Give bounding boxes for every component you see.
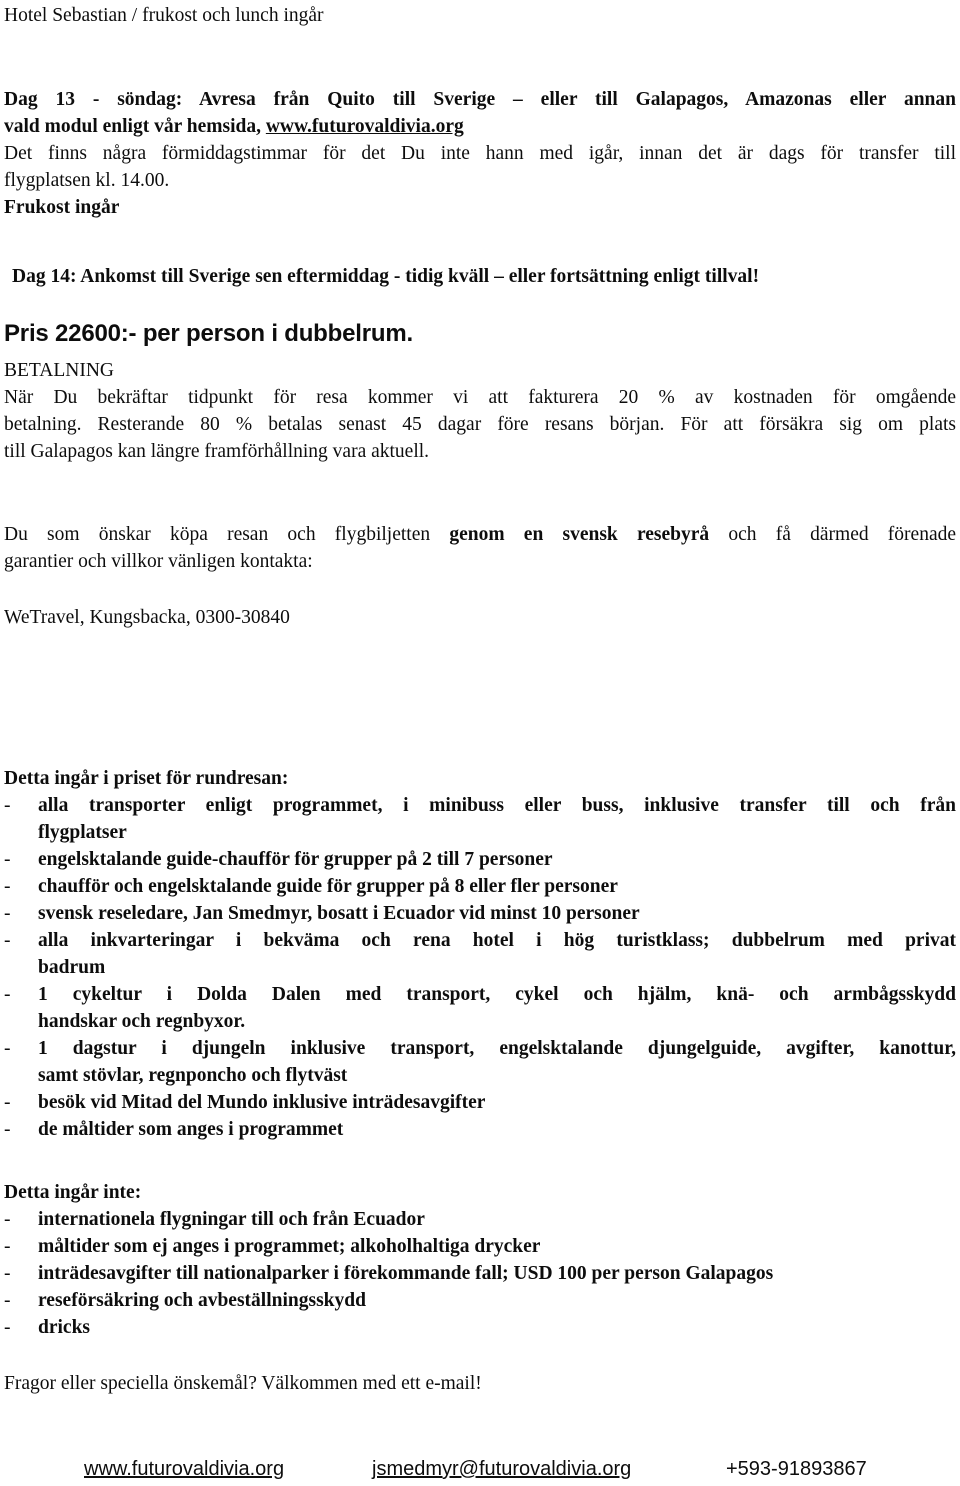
agency-line-2: garantier och villkor vänligen kontakta: [4,551,313,572]
included-heading: Detta ingår i priset för rundresan: [4,768,289,789]
included-item-text [38,873,956,900]
list-bullet: - [4,876,11,897]
included-item-line: besök vid Mitad del Mundo inklusive inträdesavgifter [38,1092,486,1113]
list-bullet: - [4,903,11,924]
excluded-item-text: inträdesavgifter till nationalparker i förekommande fall; USD 100 per person Galapagos [38,1263,774,1284]
payment-heading: BETALNING [4,360,115,381]
included-item-line: samt stövlar, regnponcho och flytväst [38,1065,348,1086]
included-list-item [4,900,956,927]
agency-text-after: och få därmed förenade [709,524,957,545]
payment-line-3: till Galapagos kan längre framförhållning vara aktuell. [4,441,430,462]
list-bullet: - [4,1038,11,1059]
excluded-list-item [4,1260,956,1287]
list-bullet: - [4,984,11,1005]
excluded-list-item [4,1314,956,1341]
excluded-item-text: dricks [38,1317,91,1338]
excluded-heading: Detta ingår inte: [4,1182,142,1203]
list-bullet: - [4,1317,11,1338]
included-section [4,765,956,1143]
included-item-text [38,927,956,981]
included-list-item [4,792,956,846]
included-item-line: handskar och regnbyxor. [38,1011,246,1032]
included-item-line: engelsktalande guide-chaufför för grupper på 2 till 7 personer [38,849,553,870]
included-list-item [4,1116,956,1143]
included-item-line: flygplatser [38,822,127,843]
list-bullet: - [4,1290,11,1311]
included-item-line: alla inkvarteringar i bekväma och rena hotel i hög turistklass; dubbelrum med privat [38,930,956,951]
included-list-item [4,1089,956,1116]
included-list-item [4,981,956,1035]
included-item-text [38,792,956,846]
list-bullet: - [4,1119,11,1140]
included-item-text [38,846,956,873]
list-bullet: - [4,1209,11,1230]
included-list-item [4,927,956,981]
footer-website-link[interactable]: www.futurovaldivia.org [84,1458,285,1480]
footer-phone: +593-91893867 [726,1458,867,1480]
agency-section [4,521,956,575]
excluded-list-item [4,1287,956,1314]
included-item-line: 1 dagstur i djungeln inklusive transport, engelsktalande djungelguide, avgifter, kanottur, [38,1038,956,1059]
day-13-title-cont [4,113,956,140]
included-list-item [4,873,956,900]
included-item-text [38,981,956,1035]
included-item-line: svensk reseledare, Jan Smedmyr, bosatt i Ecuador vid minst 10 personer [38,903,640,924]
list-bullet: - [4,849,11,870]
included-item-line: chaufför och engelsktalande guide för grupper på 8 eller fler personer [38,876,618,897]
excluded-item-text: reseförsäkring och avbeställningsskydd [38,1290,366,1311]
excluded-list-item [4,1206,956,1233]
payment-section [4,357,956,465]
included-item-text [38,1035,956,1089]
footer-email-link[interactable]: jsmedmyr@futurovaldivia.org [372,1458,632,1480]
included-item-line: 1 cykeltur i Dolda Dalen med transport, cykel och hjälm, knä- och armbågsskydd [38,984,956,1005]
list-bullet: - [4,930,11,951]
included-list-item [4,1035,956,1089]
payment-line-2: betalning. Resterande 80 % betalas senast 45 dagar före resans början. För att försäkra sig om plats [4,414,956,435]
included-item-text [38,1089,956,1116]
day-13-title-text: vald modul enligt vår hemsida, [4,116,266,137]
included-item-text [38,1116,956,1143]
day-13-body-cont: flygplatsen kl. 14.00. [4,170,170,191]
list-bullet: - [4,795,11,816]
day-14-title: Dag 14: Ankomst till Sverige sen eftermiddag - tidig kväll – eller fortsättning enligt tillval! [12,266,760,287]
website-link[interactable]: www.futurovaldivia.org [265,116,464,137]
excluded-item-text: internationela flygningar till och från Ecuador [38,1209,425,1230]
included-item-line: alla transporter enligt programmet, i minibuss eller buss, inklusive transfer till och från [38,795,956,816]
closing-line: Fragor eller speciella önskemål? Välkommen med ett e-mail! [4,1373,482,1394]
hotel-line: Hotel Sebastian / frukost och lunch ingår [4,5,324,26]
day-13-title: Dag 13 - söndag: Avresa från Quito till Sverige – eller till Galapagos, Amazonas eller annan [4,89,956,110]
included-item-line: badrum [38,957,106,978]
agency-text-before: Du som önskar köpa resan och flygbiljetten [4,524,450,545]
list-bullet: - [4,1092,11,1113]
payment-line-1: När Du bekräftar tidpunkt för resa kommer vi att fakturera 20 % av kostnaden för omgående [4,387,956,408]
excluded-item-text: måltider som ej anges i programmet; alkoholhaltiga drycker [38,1236,541,1257]
day-13-breakfast: Frukost ingår [4,197,120,218]
included-list-item [4,846,956,873]
included-list [4,792,956,1143]
agency-line-1 [4,521,956,548]
day-13-body: Det finns några förmiddagstimmar för det Du inte hann med igår, innan det är dags för transfer till [4,143,956,164]
agency-contact: WeTravel, Kungsbacka, 0300-30840 [4,607,290,628]
excluded-section [4,1179,956,1341]
excluded-list [4,1206,956,1341]
day-13-section [4,86,956,221]
list-bullet: - [4,1236,11,1257]
included-item-text [38,900,956,927]
excluded-list-item [4,1233,956,1260]
list-bullet: - [4,1263,11,1284]
agency-text-bold: genom en svensk resebyrå [449,524,710,545]
price-heading: Pris 22600:- per person i dubbelrum. [4,320,413,347]
included-item-line: de måltider som anges i programmet [38,1119,344,1140]
